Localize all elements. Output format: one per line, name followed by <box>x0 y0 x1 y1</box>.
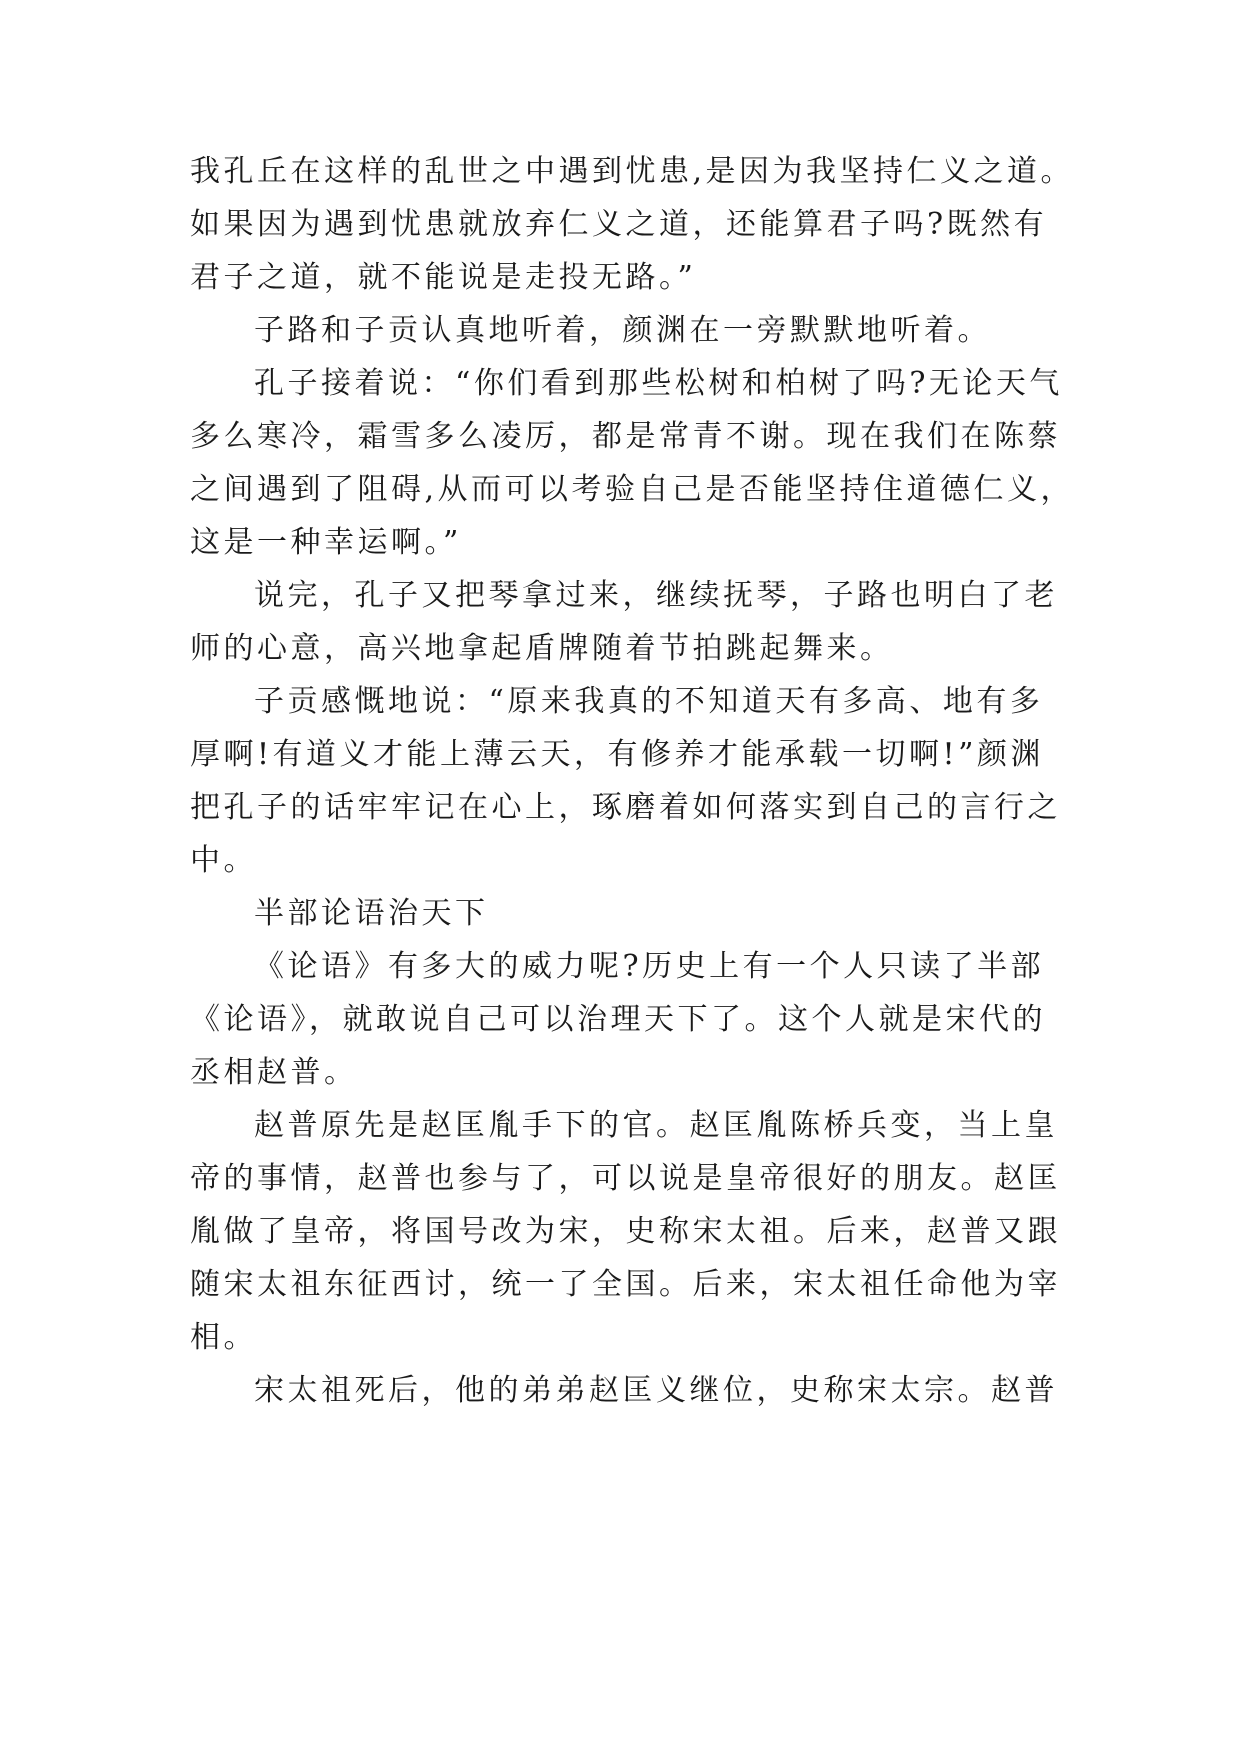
text-line: 如果因为遇到忧患就放弃仁义之道，还能算君子吗?既然有 <box>190 207 1048 242</box>
text-line: 相。 <box>190 1320 257 1355</box>
text-line: 我孔丘在这样的乱世之中遇到忧患,是因为我坚持仁义之道。 <box>190 154 1075 189</box>
text-line: 把孔子的话牢牢记在心上，琢磨着如何落实到自己的言行之 <box>190 790 1061 825</box>
text-line: 宋太祖死后，他的弟弟赵匡义继位，史称宋太宗。赵普 <box>254 1373 1058 1408</box>
text-line: 多么寒冷，霜雪多么凌厉，都是常青不谢。现在我们在陈蔡 <box>190 419 1061 454</box>
text-line: 说完，孔子又把琴拿过来，继续抚琴，子路也明白了老 <box>254 578 1058 613</box>
text-line: 师的心意，高兴地拿起盾牌随着节拍跳起舞来。 <box>190 631 894 666</box>
text-line: 胤做了皇帝，将国号改为宋，史称宋太祖。后来，赵普又跟 <box>190 1214 1061 1249</box>
text-line: 这是一种幸运啊。” <box>190 525 462 560</box>
text-line: 孔子接着说：“你们看到那些松树和柏树了吗?无论天气 <box>254 366 1063 401</box>
text-line: 帝的事情，赵普也参与了，可以说是皇帝很好的朋友。赵匡 <box>190 1161 1061 1196</box>
text-line: 赵普原先是赵匡胤手下的官。赵匡胤陈桥兵变，当上皇 <box>254 1108 1058 1143</box>
text-line: 厚啊!有道义才能上薄云天，有修养才能承载一切啊!”颜渊 <box>190 737 1044 772</box>
text-line: 丞相赵普。 <box>190 1055 358 1090</box>
text-line: 《论语》，就敢说自己可以治理天下了。这个人就是宋代的 <box>190 1002 1046 1037</box>
text-line: 子路和子贡认真地听着，颜渊在一旁默默地听着。 <box>254 313 991 348</box>
text-line: 中。 <box>190 843 257 878</box>
text-line: 子贡感慨地说：“原来我真的不知道天有多高、地有多 <box>254 684 1044 719</box>
text-line: 君子之道，就不能说是走投无路。” <box>190 260 697 295</box>
text-line: 之间遇到了阻碍,从而可以考验自己是否能坚持住道德仁义， <box>190 472 1075 507</box>
text-line: 随宋太祖东征西讨，统一了全国。后来，宋太祖任命他为宰 <box>190 1267 1061 1302</box>
text-line: 《论语》有多大的威力呢?历史上有一个人只读了半部 <box>254 949 1045 984</box>
section-heading: 半部论语治天下 <box>254 896 489 931</box>
